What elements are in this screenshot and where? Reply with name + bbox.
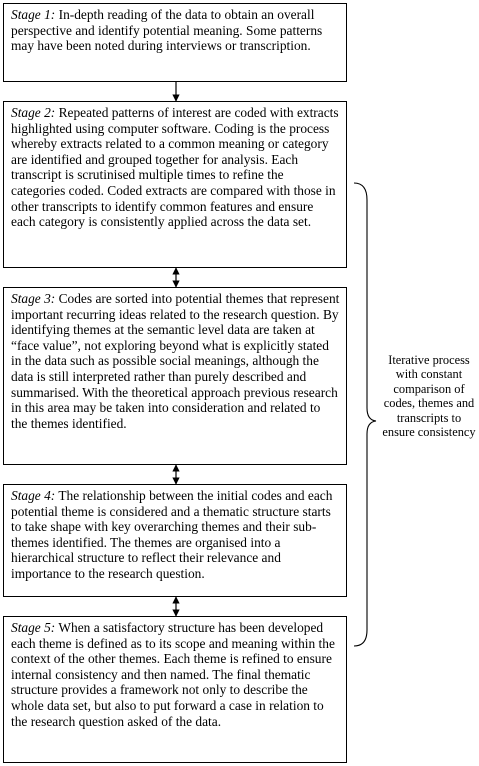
stage-3-text: Codes are sorted into potential themes that represent important recurring ideas related to the research question. By identifying themes at the semantic level data are taken at “face value”, not exploring beyond what is explicitly stated in the data such as possible social meanings, although the data is still interpreted rather than purely described and summarised. With the theoretical approach previous research in this area may be taken into consideration and related to the themes identified.	[11, 291, 340, 431]
stage-5-label: Stage 5:	[11, 620, 56, 635]
stage-2-box	[3, 101, 347, 268]
stage-4-box	[3, 484, 347, 597]
stage-3-label: Stage 3:	[11, 291, 56, 306]
stage-2-text: Repeated patterns of interest are coded with extracts highlighted using computer software. Coding is the process whereby extracts related to a common meaning or category are identified and grouped together for analysis. Each transcript is scrutinised multiple times to refine the categories coded. Coded extracts are compared with those in other transcripts to identify common features and ensure each category is consistently applied across the data set.	[11, 105, 339, 230]
stage-1-label: Stage 1:	[11, 7, 56, 22]
stage-4-text: The relationship between the initial codes and each potential theme is considered and a thematic structure starts to take shape with key overarching themes and their sub-themes identified. The themes are organised into a hierarchical structure to reflect their relevance and importance to the research question.	[11, 488, 333, 581]
stage-5-box	[3, 616, 347, 763]
stage-4-label: Stage 4:	[11, 488, 56, 503]
iterative-process-note: Iterative process with constant comparison of codes, themes and transcripts to ensure consistency	[382, 353, 476, 440]
stage-5-text: When a satisfactory structure has been developed each theme is defined as to its scope and meaning within the context of the other themes. Each theme is refined to ensure internal consistency and then named. The final thematic structure provides a framework not only to describe the whole data set, but also to put forward a case in relation to the research question asked of the data.	[11, 620, 335, 729]
stage-3-box	[3, 287, 347, 465]
iterative-process-brace	[354, 183, 376, 646]
stage-1-box	[3, 3, 347, 82]
stage-2-label: Stage 2:	[11, 105, 56, 120]
stage-1-text: In-depth reading of the data to obtain an overall perspective and identify potential meaning. Some patterns may have been noted during interviews or transcription.	[11, 7, 323, 54]
